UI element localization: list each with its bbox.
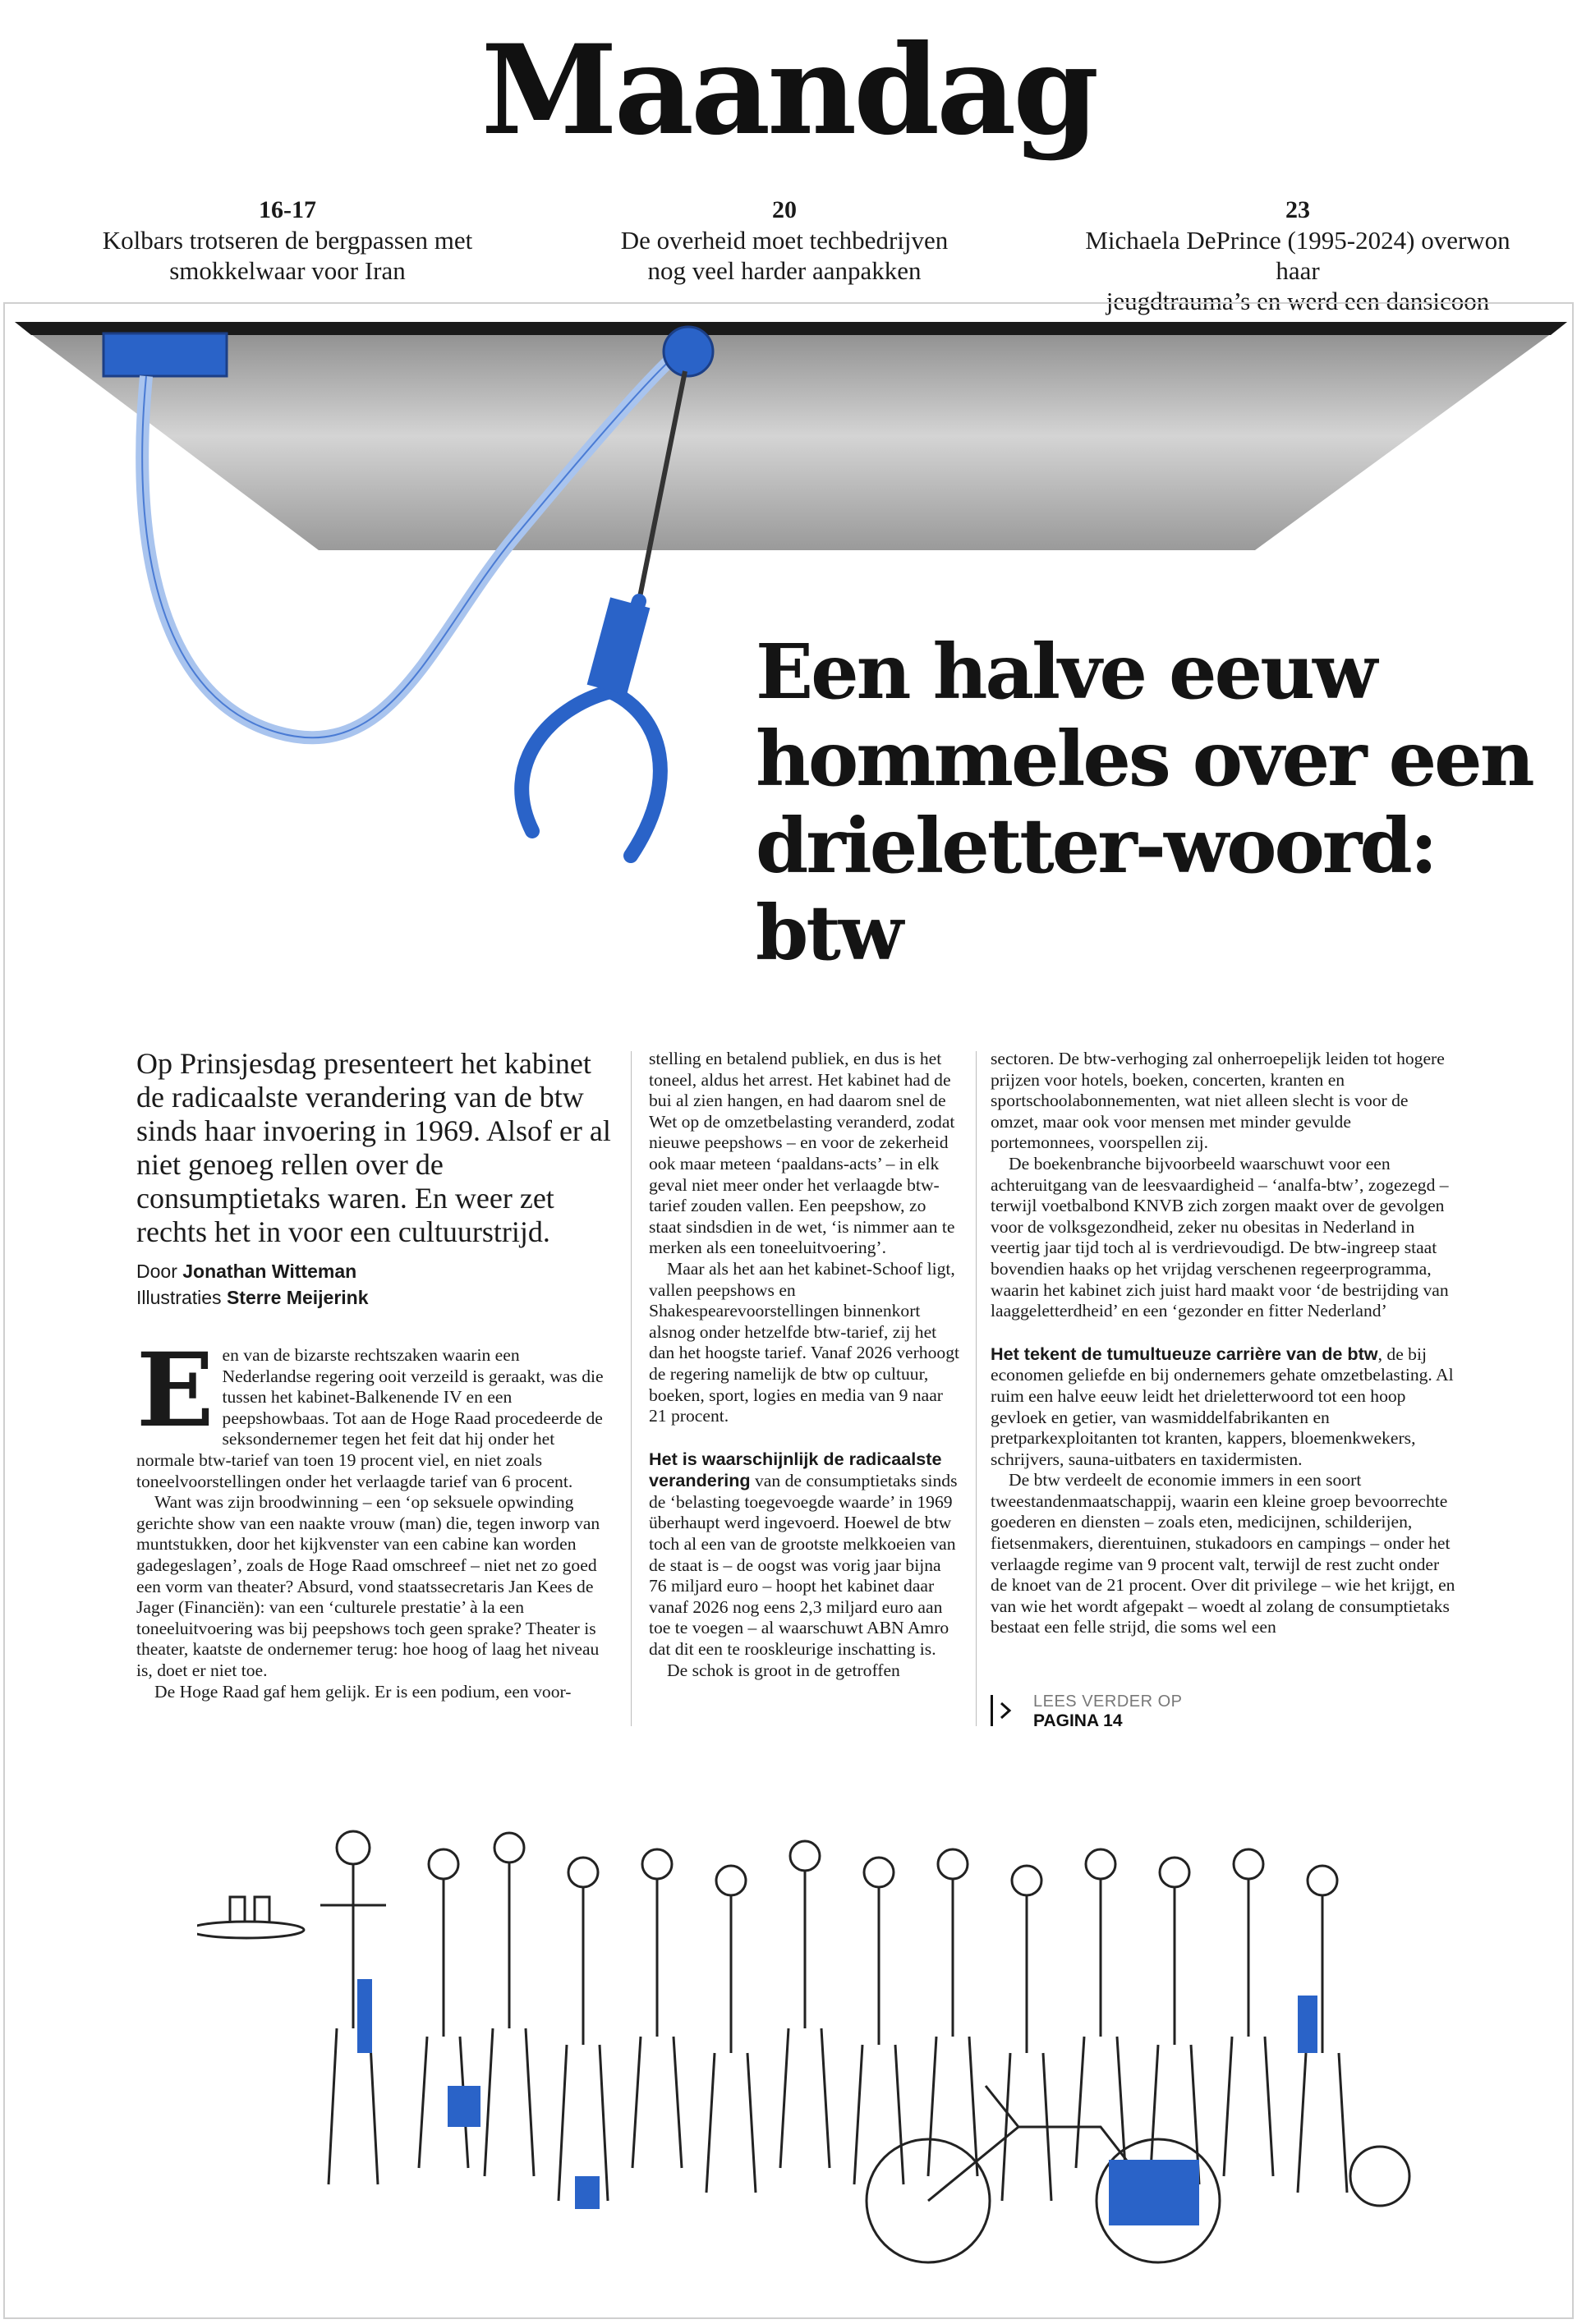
headline-line: drieletter-woord: bbox=[756, 801, 1436, 890]
body-paragraph: De boekenbranche bijvoorbeeld waarschuwt voor een achteruitgang van de leesvaardigheid – ‘analfa-btw’, zogezegd – terwijl voetbalbond KNVB zich zorgen maakt over de gevolgen voor de volksgezondheid, zeker nu obesitas in Nederland in veertig jaar tijd toch al is verdrievoudigd. De btw-ingreep staat bovendien haaks op het vrijdag verschenen regeerprogramma, waarin het kabinet zich juist hard maakt voor ‘de bestrijding van laaggeletterdheid’ en een ‘gezonder en fitter Nederland’ bbox=[991, 1153, 1449, 1321]
ceiling-plane bbox=[15, 322, 1567, 550]
teaser-page-number: 20 bbox=[772, 196, 797, 223]
byline-illustrations-prefix: Illustraties bbox=[136, 1287, 222, 1308]
headline-line: hommeles over een bbox=[756, 714, 1533, 803]
teaser-line: jeugdtrauma’s en werd een dansicoon bbox=[1106, 287, 1490, 315]
ceiling-box bbox=[103, 333, 227, 376]
article-intro: Op Prinsjesdag presenteert het kabinet de radicaalste verandering van de btw sinds haar invoering in 1969. Alsof er al niet genoeg rellen over de consumptietaks waren. En weer zet rechts het in voor een cultuurstrijd. bbox=[136, 1047, 611, 1248]
teaser-techbedrijven[interactable] bbox=[554, 195, 1014, 286]
pulley-wheel bbox=[664, 327, 713, 376]
body-column-1 bbox=[136, 1331, 606, 1702]
body-paragraph: Want was zijn broodwinning – een ‘op seksuele opwinding gerichte show van een naakte vrouw (man) die, tegen inworp van muntstukken, door het kijkvenster van een cabine kan worden gadegeslagen’, zoals de Hoge Raad omschreef – niet net zo goed een vorm van theater? Absurd, vond staatssecretaris Jan Kees de Jager (Financiën): van een ‘culturele prestatie’ à la een toneeluitvoering was bij peepshows toch geen sprake? Theater is theater, kaatste de ondernemer terug: hoe hoog of laag het niveau is, doet er niet toe. bbox=[136, 1492, 600, 1680]
teaser-line: Kolbars trotseren de bergpassen met bbox=[102, 226, 473, 255]
section-lead: Het tekent de tumultueuze carrière van de btw bbox=[991, 1343, 1378, 1364]
body-paragraph: Maar als het aan het kabinet-Schoof ligt, vallen peepshows en Shakespearevoorstellingen binnenkort alsnog onder hetzelfde btw-tarief, zij het dan het hoogste tarief. Vanaf 2026 verhoogt de regering namelijk de btw op cultuur, boeken, sport, logies en media van 9 naar 21 procent. bbox=[649, 1258, 959, 1426]
headline-line: btw bbox=[756, 889, 902, 977]
body-column-3 bbox=[991, 1049, 1455, 1638]
headline-line: Een halve eeuw bbox=[756, 627, 1376, 716]
teaser-deprince[interactable] bbox=[1068, 195, 1528, 316]
body-paragraph: De btw verdeelt de economie immers in een soort tweestandenmaatschappij, waarin een kleine groep bevoorrechte goederen en diensten – zoals eten, medicijnen, schilderijen, fietsenmakers, dierentuinen, stukadoors en campings – onder het verlaagde regime van 9 procent valt, terwijl de rest zucht onder de knoet van de 21 procent. Over dit privilege – wie het krijgt, en van wie het wordt afgepakt – woedt al zolang de consumptietaks bestaat een felle strijd, die soms wel een bbox=[991, 1470, 1455, 1637]
section-lead: Het is waarschijnlijk de radicaalste verandering bbox=[649, 1448, 942, 1491]
teaser-line: De overheid moet techbedrijven bbox=[620, 226, 949, 255]
crowd-illustration bbox=[197, 1815, 1446, 2267]
column-rule bbox=[631, 1051, 632, 1726]
teaser-line: nog veel harder aanpakken bbox=[647, 256, 922, 285]
byline bbox=[136, 1258, 613, 1311]
column-rule bbox=[976, 1051, 977, 1726]
body-paragraph: en van de bizarste rechtszaken waarin een Nederlandse regering ooit verzeild is geraakt, was die tussen het kabinet-Balkenende IV en een peepshowbaas. Tot aan de Hoge Raad procedeerde de seksondernemer tegen het feit dat hij onder het normale btw-tarief van toen 19 procent viel, en niet zoals toneelvoorstellingen onder het verlaagde tarief van 6 procent. bbox=[136, 1345, 604, 1491]
body-paragraph: sectoren. De btw-verhoging zal onherroepelijk leiden tot hogere prijzen voor hotels, boeken, concerten, kranten en sportschoolabonnementen, wat niet alleen slecht is voor de omzet, maar ook voor mensen met minder gevulde portemonnees, voorspellen zij. bbox=[991, 1049, 1445, 1153]
teaser-kolbars[interactable] bbox=[57, 195, 517, 286]
body-column-2 bbox=[649, 1049, 959, 1681]
teaser-line: Michaela DePrince (1995-2024) overwon haar bbox=[1085, 226, 1510, 285]
byline-author[interactable]: Jonathan Witteman bbox=[182, 1261, 357, 1282]
body-paragraph: De Hoge Raad gaf hem gelijk. Er is een podium, een voor- bbox=[154, 1681, 572, 1702]
teaser-page-number: 23 bbox=[1285, 196, 1310, 223]
teaser-strip bbox=[0, 195, 1577, 315]
continue-label: LEES VERDER OP bbox=[1033, 1692, 1183, 1711]
continue-page: PAGINA 14 bbox=[1033, 1711, 1123, 1730]
byline-author-prefix: Door bbox=[136, 1261, 177, 1282]
byline-illustrator[interactable]: Sterre Meijerink bbox=[226, 1287, 369, 1308]
article-headline bbox=[756, 628, 1544, 976]
body-paragraph: stelling en betalend publiek, en dus is het toneel, aldus het arrest. Het kabinet had de bui al zien hangen, en had daarom snel de Wet op de omzetbelasting veranderd, zodat nieuwe peepshows – en voor de zekerheid ook maar meteen ‘paaldans-acts’ – in elk geval niet meer onder het verlaagde btw-tarief zouden vallen. Een peepshow, zo staat sindsdien in de wet, ‘is nimmer aan te merken als een toneeluitvoering’. bbox=[649, 1049, 955, 1258]
ceiling-edge bbox=[15, 322, 1567, 335]
arrow-right-icon bbox=[991, 1695, 1021, 1726]
drop-cap: E bbox=[136, 1331, 214, 1450]
teaser-line: smokkelwaar voor Iran bbox=[169, 256, 406, 285]
masthead: Maandag bbox=[480, 18, 1097, 163]
body-paragraph: De schok is groot in de getroffen bbox=[667, 1660, 900, 1680]
teaser-page-number: 16-17 bbox=[259, 196, 316, 223]
body-paragraph: , de bij economen geliefde en bij ondernemers gehate omzetbelasting. Al ruim een halve eeuw leidt het drieletterwoord tot een hoop gevloek en getier, van wasmiddelfabrikanten en pretparkexploitanten tot kranten, kappers, bloemenkwekers, schrijvers, sauna-uitbaters en taxidermisten. bbox=[991, 1343, 1454, 1469]
body-paragraph: van de consumptietaks sinds de ‘belasting toegevoegde waarde’ in 1969 überhaupt werd ingevoerd. Hoewel de btw toch al een van de grootste melkkoeien van de staat is – de oogst was vorig jaar bijna 76 miljard euro – hoopt het kabinet daar vanaf 2026 nog eens 2,3 miljard euro aan toe te voegen – al waarschuwt ABN Amro dat dit een te rooskleurige inschatting is. bbox=[649, 1471, 958, 1660]
continue-reading-link[interactable] bbox=[991, 1692, 1237, 1731]
